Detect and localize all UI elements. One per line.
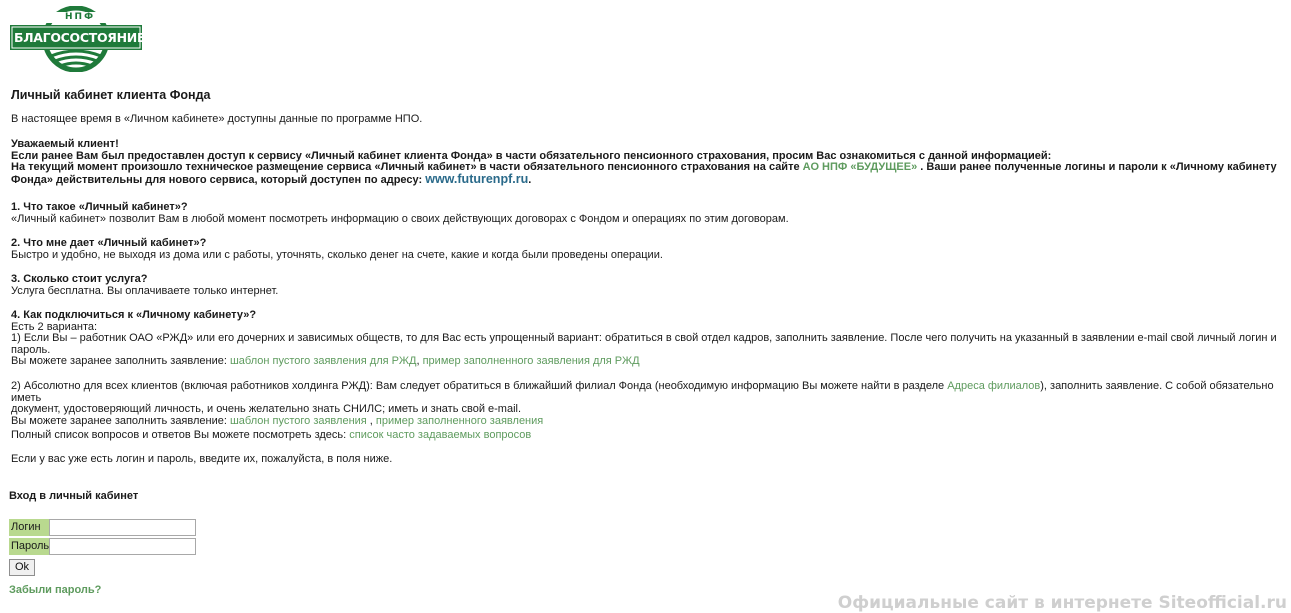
variant1-fill (11, 356, 1281, 368)
connect-question: 4. Как подключиться к «Личному кабинету»? (11, 309, 257, 321)
faq-answer: «Личный кабинет» позволит Вам в любой момент посмотреть информацию о своих действующих договорах с Фондом и операциях по этим договорам. (11, 212, 789, 225)
notice-line2-text: На текущий момент произошло техническое размещение сервиса «Личный кабинет» в части обязательного пенсионного страхования на сайте (11, 161, 803, 173)
notice-line3-after: . (528, 173, 532, 186)
faq-answer: Услуга бесплатна. Вы оплачиваете только интернет. (11, 284, 279, 297)
login-input[interactable] (49, 519, 196, 536)
branches-link[interactable]: Адреса филиалов (947, 380, 1041, 392)
notice-line3 (11, 171, 1281, 187)
variant2-fill-text: Вы можете заранее заполнить заявление: (11, 414, 230, 427)
variant1-line2: пароль. (11, 343, 51, 356)
connect-variants: Есть 2 варианта: (11, 320, 98, 333)
watermark-text: Официальные сайт в интернете Siteofficial.ru (837, 592, 1287, 613)
npf-logo[interactable] (9, 6, 146, 72)
login-form (9, 519, 196, 576)
logo-top-text: НПФ (65, 12, 95, 22)
variant1-sep: , (416, 355, 423, 367)
faq-question: 1. Что такое «Личный кабинет»? (11, 201, 188, 213)
full-list-text: Полный список вопросов и ответов Вы можете посмотреть здесь: (11, 429, 350, 441)
notice-line1: Если ранее Вам был предоставлен доступ к сервису «Личный кабинет клиента Фонда» в части обязательного пенсионного страхования, просим Вас ознакомиться с данной информацией: (11, 149, 1052, 162)
rzd-filled-sample-link[interactable]: пример заполненного заявления для РЖД (422, 355, 640, 367)
faq-question: 2. Что мне дает «Личный кабинет»? (11, 237, 207, 249)
notice-greeting: Уважаемый клиент! (11, 138, 119, 150)
rzd-blank-template-link[interactable]: шаблон пустого заявления для РЖД (229, 355, 417, 367)
variant2-line1 (11, 381, 1281, 404)
variant1-fill-text: Вы можете заранее заполнить заявление: (11, 355, 230, 367)
faq-question: 3. Сколько стоит услуга? (11, 273, 148, 285)
logo-main-text: БЛАГОСОСТОЯНИЕ (14, 30, 146, 45)
faq-list-link[interactable]: список часто задаваемых вопросов (349, 429, 532, 441)
password-input[interactable] (49, 538, 196, 555)
faq-answer: Быстро и удобно, не выходя из дома или с работы, уточнять, сколько денег на счете, какие и когда были проведены операции. (11, 248, 663, 261)
notice-line2-after: . Ваши ранее полученные логины и пароли к «Личному кабинету (917, 161, 1277, 173)
intro-text: В настоящее время в «Личном кабинете» доступны данные по программе НПО. (11, 113, 423, 125)
futurenpf-link[interactable]: www.futurenpf.ru (425, 171, 529, 186)
password-label: Пароль (9, 538, 49, 555)
notice-line2 (11, 162, 1281, 174)
variant2-line1-text: 2) Абсолютно для всех клиентов (включая работников холдинга РЖД): Вам следует обратиться в ближайший филиал Фонда (необходимую информацию Вы можете найти в разделе (11, 380, 948, 392)
notice-line3-text: Фонда» действительны для нового сервиса, который доступен по адресу: (11, 173, 426, 186)
variant2-section (11, 381, 1281, 427)
faq-item (11, 274, 1281, 297)
filled-sample-link[interactable]: пример заполненного заявления (375, 414, 544, 427)
future-fund-link[interactable]: АО НПФ «БУДУЩЕЕ» (802, 161, 918, 173)
enter-hint: Если у вас уже есть логин и пароль, введите их, пожалуйста, в поля ниже. (11, 453, 393, 465)
variant2-line1-after: ), заполнить заявление. С собой обязательно иметь (11, 380, 1274, 404)
variant1-line1: 1) Если Вы – работник ОАО «РЖД» или его дочерних и зависимых обществ, то для Вас есть упрощенный вариант: обратиться в свой отдел кадров, заполнить заявление. После чего получить на указанный в заявлении e-mail свой личный логин и (11, 332, 1277, 344)
ok-button[interactable]: Ok (9, 559, 35, 576)
variant2-line2: документ, удостоверяющий личность, и очень желательно знать СНИЛС; иметь и знать свой e-mail. (11, 403, 522, 415)
blank-template-link[interactable]: шаблон пустого заявления (229, 414, 367, 427)
password-row (9, 538, 196, 555)
page-title: Личный кабинет клиента Фонда (11, 88, 211, 102)
login-title: Вход в личный кабинет (9, 490, 139, 502)
login-label: Логин (9, 519, 49, 536)
forgot-password-link[interactable]: Забыли пароль? (9, 584, 102, 596)
faq-item (11, 238, 1281, 261)
connect-section (11, 310, 1281, 368)
variant2-sep: , (366, 414, 376, 427)
full-list-line (11, 430, 1281, 442)
faq-item (11, 202, 1281, 225)
notice-block (11, 139, 1281, 186)
variant2-fill (11, 416, 1281, 428)
login-row (9, 519, 196, 536)
